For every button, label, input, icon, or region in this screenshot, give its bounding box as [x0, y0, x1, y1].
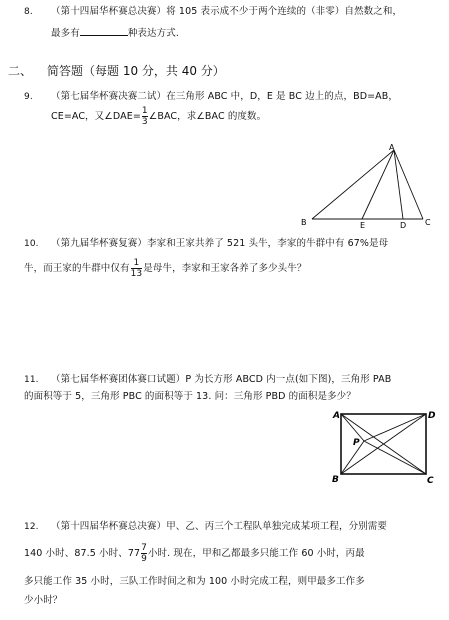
- q9-line2-before: CE=AC，又∠DAE=: [51, 111, 141, 122]
- q12-line3: 多只能工作 35 小时，三队工作时间之和为 100 小时完成工程，则甲最多工作多: [24, 576, 365, 587]
- q9-line1: （第七届华杯赛决赛二试）在三角形 ABC 中，D，E 是 BC 边上的点，BD=AB，: [51, 91, 398, 102]
- q11-label-a: A: [333, 411, 340, 421]
- q8-line2: [51, 26, 179, 40]
- q9-frac-den: 3: [141, 117, 148, 127]
- q12-mixed-number: [128, 544, 148, 564]
- q9-label-e: E: [360, 221, 366, 230]
- q11-segment-pc: [364, 441, 426, 474]
- q12-mixed-fraction: [141, 544, 147, 564]
- q12-line2-before: 140 小时、87.5 小时、: [24, 548, 128, 559]
- q10-line1: （第九届华杯赛复赛）李家和王家共养了 521 头牛，李家的牛群中有 67%是母: [51, 238, 389, 249]
- q12-line1: （第十四届华杯赛总决赛）甲、乙、丙三个工程队单独完成某项工程，分别需要: [51, 521, 388, 532]
- q12-line2-after: 小时. 现在，甲和乙都最多只能工作 60 小时，丙最: [147, 548, 365, 559]
- q8-line2-after: 种表达方式.: [127, 28, 179, 39]
- q12-mixed-num: 7: [141, 543, 147, 553]
- q9-label-d: D: [400, 221, 407, 230]
- q9-triangle-figure: [295, 142, 440, 230]
- q11-label-p: P: [353, 438, 360, 448]
- q10-line2-after: 是母牛，李家和王家各养了多少头牛？: [143, 263, 307, 274]
- q10-fraction: [131, 259, 143, 279]
- q12-mixed-den: 9: [141, 554, 147, 564]
- q11-segment-pd: [364, 414, 426, 441]
- q9-line2: [51, 106, 266, 128]
- q11-rectangle-figure: [326, 404, 442, 486]
- q11-label-d: D: [428, 411, 436, 421]
- q10-frac-num: 1: [133, 258, 140, 268]
- q11-line1: （第七届华杯赛团体赛口试题）P 为长方形 ABCD 内一点(如下图)，三角形 PAB: [51, 374, 392, 385]
- q9-fraction: [142, 107, 148, 127]
- q8-answer-blank: [80, 26, 128, 36]
- q11-label-c: C: [427, 476, 434, 486]
- q9-label-a: A: [389, 143, 395, 152]
- q9-number: 9.: [24, 92, 33, 102]
- q9-segment-ab: [312, 150, 394, 219]
- section-number: 二、: [8, 64, 33, 78]
- q9-line2-after: ∠BAC，求∠BAC 的度数。: [148, 111, 267, 122]
- q11-label-b: B: [332, 475, 339, 485]
- q9-segment-ae: [362, 150, 394, 219]
- q8-line1: （第十四届华杯赛总决赛）将 105 表示成不少于两个连续的（非零）自然数之和，: [51, 6, 403, 17]
- q10-frac-den: 13: [130, 269, 143, 279]
- q11-number: 11.: [24, 375, 39, 385]
- q12-mixed-whole: 77: [127, 548, 141, 559]
- q10-number: 10.: [24, 239, 39, 249]
- q12-line2: [24, 540, 365, 568]
- q9-label-c: C: [425, 218, 431, 227]
- q10-line2: [24, 256, 306, 282]
- q12-line4: 少小时？: [24, 595, 63, 606]
- q9-label-b: B: [301, 218, 307, 227]
- q9-frac-num: 1: [141, 106, 148, 116]
- section-title: 简答题（每题 10 分，共 40 分）: [47, 64, 225, 78]
- q11-line2: 的面积等于 5，三角形 PBC 的面积等于 13. 问：三角形 PBD 的面积是多少？: [24, 391, 356, 402]
- q8-number: 8.: [24, 7, 33, 17]
- q12-number: 12.: [24, 522, 39, 532]
- q10-line2-before: 牛，而王家的牛群中仅有: [24, 263, 130, 274]
- q8-line2-before: 最多有: [51, 28, 80, 39]
